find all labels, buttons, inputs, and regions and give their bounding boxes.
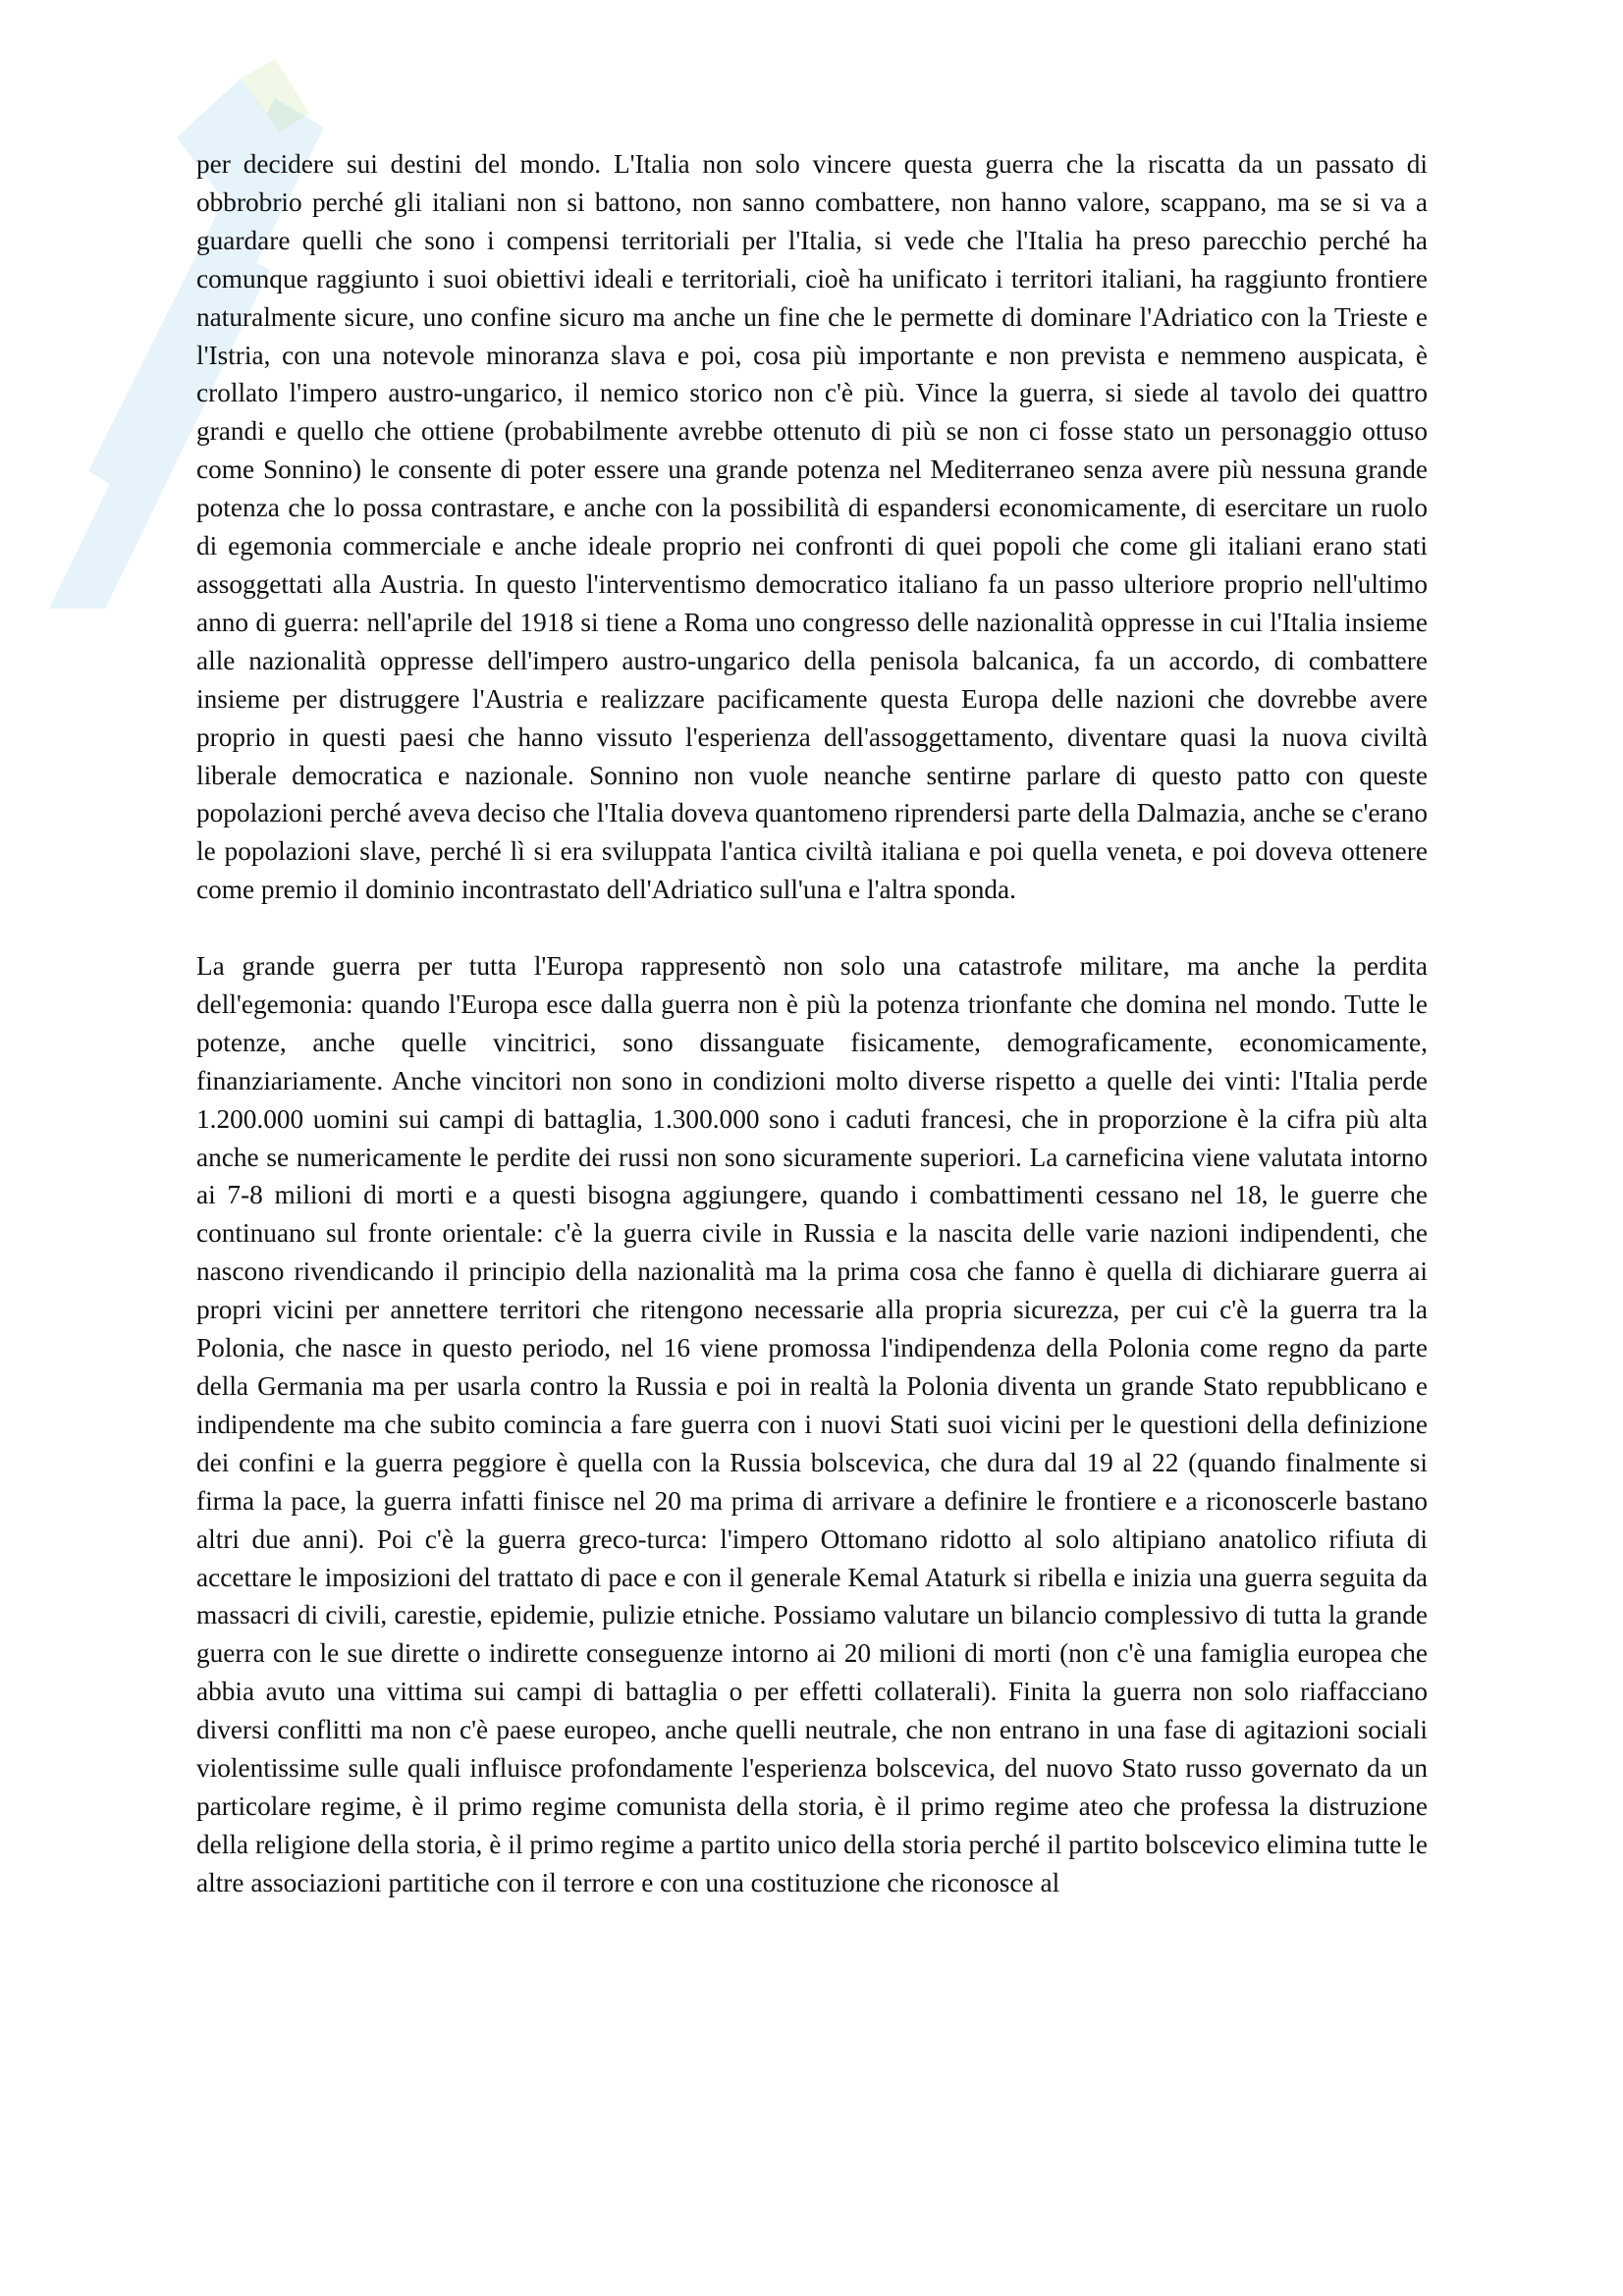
document-body	[196, 145, 1428, 1902]
paragraph-2: La grande guerra per tutta l'Europa rappresentò non solo una catastrofe militare, ma anche la perdita dell'egemonia: quando l'Europa esce dalla guerra non è più la potenza trionfante che domina nel mondo. Tutte le potenze, anche quelle vincitrici, sono dissanguate fisicamente, demograficamente, economicamente, finanziariamente. Anche vincitori non sono in condizioni molto diverse rispetto a quelle dei vinti: l'Italia perde 1.200.000 uomini sui campi di battaglia, 1.300.000 sono i caduti francesi, che in proporzione è la cifra più alta anche se numericamente le perdite dei russi non sono sicuramente superiori. La carneficina viene valutata intorno ai 7-8 milioni di morti e a questi bisogna aggiungere, quando i combattimenti cessano nel 18, le guerre che continuano sul fronte orientale: c'è la guerra civile in Russia e la nascita delle varie nazioni indipendenti, che nascono rivendicando il principio della nazionalità ma la prima cosa che fanno è quella di dichiarare guerra ai propri vicini per annettere territori che ritengono necessarie alla propria sicurezza, per cui c'è la guerra tra la Polonia, che nasce in questo periodo, nel 16 viene promossa l'indipendenza della Polonia come regno da parte della Germania ma per usarla contro la Russia e poi in realtà la Polonia diventa un grande Stato repubblicano e indipendente ma che subito comincia a fare guerra con i nuovi Stati suoi vicini per le questioni della definizione dei confini e la guerra peggiore è quella con la Russia bolscevica, che dura dal 19 al 22 (quando finalmente si firma la pace, la guerra infatti finisce nel 20 ma prima di arrivare a definire le frontiere e a riconoscerle bastano altri due anni). Poi c'è la guerra greco-turca: l'impero Ottomano ridotto al solo altipiano anatolico rifiuta di accettare le imposizioni del trattato di pace e con il generale Kemal Ataturk si ribella e inizia una guerra seguita da massacri di civili, carestie, epidemie, pulizie etniche. Possiamo valutare un bilancio complessivo di tutta la grande guerra con le sue dirette o indirette conseguenze intorno ai 20 milioni di morti (non c'è una famiglia europea che abbia avuto una vittima sui campi di battaglia o per effetti collaterali). Finita la guerra non solo riaffacciano diversi conflitti ma non c'è paese europeo, anche quelli neutrale, che non entrano in una fase di agitazioni sociali violentissime sulle quali influisce profondamente l'esperienza bolscevica, del nuovo Stato russo governato da un particolare regime, è il primo regime comunista della storia, è il primo regime ateo che professa la distruzione della religione della storia, è il primo regime a partito unico della storia perché il partito bolscevico elimina tutte le altre associazioni partitiche con il terrore e con una costituzione che riconosce al	[196, 951, 1428, 1897]
paragraph-1: per decidere sui destini del mondo. L'Italia non solo vincere questa guerra che la riscatta da un passato di obbrobrio perché gli italiani non si battono, non sanno combattere, non hanno valore, scappano, ma se si va a guardare quelli che sono i compensi territoriali per l'Italia, si vede che l'Italia ha preso parecchio perché ha comunque raggiunto i suoi obiettivi ideali e territoriali, cioè ha unificato i territori italiani, ha raggiunto frontiere naturalmente sicure, uno confine sicuro ma anche un fine che le permette di dominare l'Adriatico con la Trieste e l'Istria, con una notevole minoranza slava e poi, cosa più importante e non prevista e nemmeno auspicata, è crollato l'impero austro-ungarico, il nemico storico non c'è più. Vince la guerra, si siede al tavolo dei quattro grandi e quello che ottiene (probabilmente avrebbe ottenuto di più se non ci fosse stato un personaggio ottuso come Sonnino) le consente di poter essere una grande potenza nel Mediterraneo senza avere più nessuna grande potenza che lo possa contrastare, e anche con la possibilità di espandersi economicamente, di esercitare un ruolo di egemonia commerciale e anche ideale proprio nei confronti di quei popoli che come gli italiani erano stati assoggettati alla Austria. In questo l'interventismo democratico italiano fa un passo ulteriore proprio nell'ultimo anno di guerra: nell'aprile del 1918 si tiene a Roma uno congresso delle nazionalità oppresse in cui l'Italia insieme alle nazionalità oppresse dell'impero austro-ungarico della penisola balcanica, fa un accordo, di combattere insieme per distruggere l'Austria e realizzare pacificamente questa Europa delle nazioni che dovrebbe avere proprio in questi paesi che hanno vissuto l'esperienza dell'assoggettamento, diventare quasi la nuova civiltà liberale democratica e nazionale. Sonnino non vuole neanche sentirne parlare di questo patto con queste popolazioni perché aveva deciso che l'Italia doveva quantomeno riprendersi parte della Dalmazia, anche se c'erano le popolazioni slave, perché lì si era sviluppata l'antica civiltà italiana e poi quella veneta, e poi doveva ottenere come premio il dominio incontrastato dell'Adriatico sull'una e l'altra sponda.	[196, 149, 1428, 905]
